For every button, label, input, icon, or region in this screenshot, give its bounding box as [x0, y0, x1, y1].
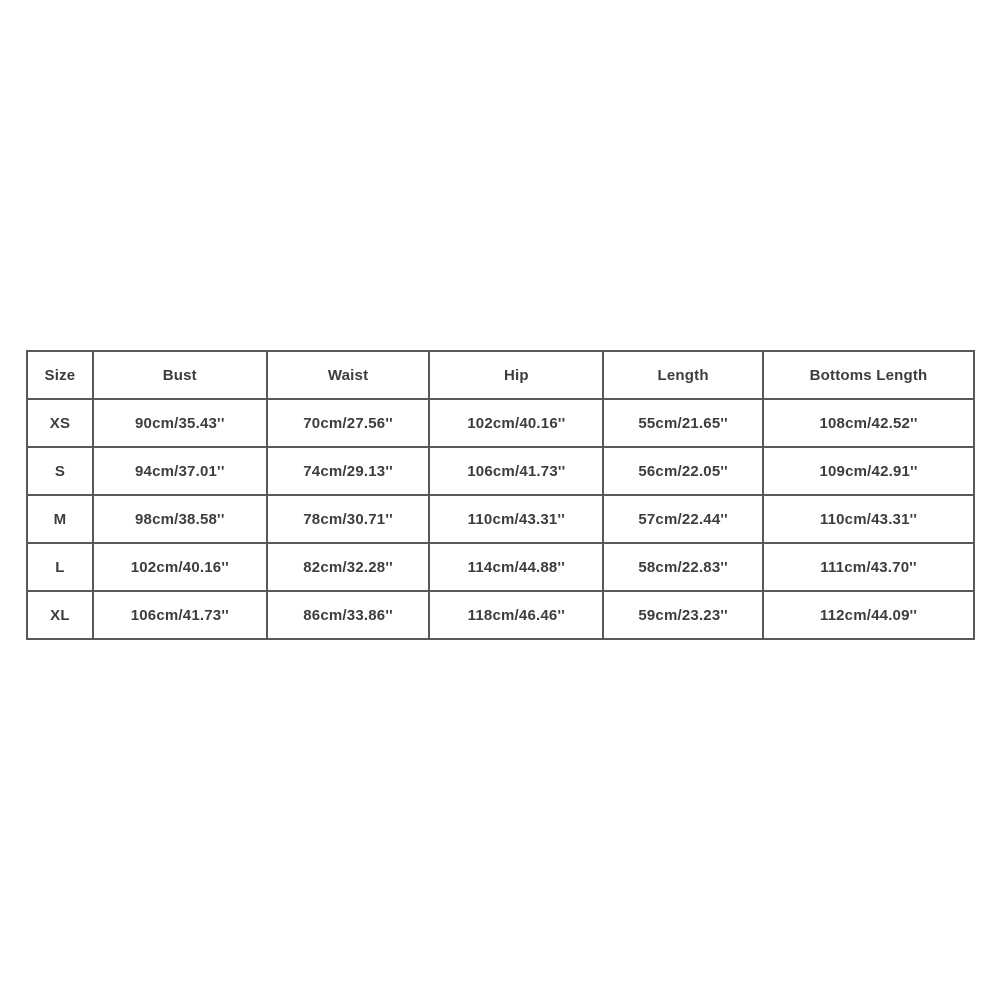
- waist-cell: 70cm/27.56'': [267, 399, 430, 447]
- table-row-xs: [27, 399, 974, 447]
- bottoms-length-cell: 111cm/43.70'': [763, 543, 974, 591]
- column-header-bust: Bust: [93, 351, 267, 399]
- waist-cell: 86cm/33.86'': [267, 591, 430, 639]
- hip-cell: 106cm/41.73'': [429, 447, 603, 495]
- bust-cell: 106cm/41.73'': [93, 591, 267, 639]
- size-cell: S: [27, 447, 93, 495]
- hip-cell: 102cm/40.16'': [429, 399, 603, 447]
- size-cell: M: [27, 495, 93, 543]
- size-cell: XS: [27, 399, 93, 447]
- bust-cell: 90cm/35.43'': [93, 399, 267, 447]
- hip-cell: 114cm/44.88'': [429, 543, 603, 591]
- table-row-xl: [27, 591, 974, 639]
- waist-cell: 74cm/29.13'': [267, 447, 430, 495]
- bottoms-length-cell: 110cm/43.31'': [763, 495, 974, 543]
- length-cell: 59cm/23.23'': [603, 591, 763, 639]
- bust-cell: 94cm/37.01'': [93, 447, 267, 495]
- bust-cell: 98cm/38.58'': [93, 495, 267, 543]
- bottoms-length-cell: 108cm/42.52'': [763, 399, 974, 447]
- length-cell: 55cm/21.65'': [603, 399, 763, 447]
- table-row-s: [27, 447, 974, 495]
- hip-cell: 110cm/43.31'': [429, 495, 603, 543]
- size-cell: XL: [27, 591, 93, 639]
- bottoms-length-cell: 112cm/44.09'': [763, 591, 974, 639]
- column-header-size: Size: [27, 351, 93, 399]
- column-header-hip: Hip: [429, 351, 603, 399]
- length-cell: 56cm/22.05'': [603, 447, 763, 495]
- bust-cell: 102cm/40.16'': [93, 543, 267, 591]
- waist-cell: 82cm/32.28'': [267, 543, 430, 591]
- length-cell: 57cm/22.44'': [603, 495, 763, 543]
- column-header-bottoms-length: Bottoms Length: [763, 351, 974, 399]
- size-cell: L: [27, 543, 93, 591]
- header-row: [27, 351, 974, 399]
- bottoms-length-cell: 109cm/42.91'': [763, 447, 974, 495]
- size-chart-table: [26, 350, 975, 640]
- table-row-m: [27, 495, 974, 543]
- waist-cell: 78cm/30.71'': [267, 495, 430, 543]
- column-header-waist: Waist: [267, 351, 430, 399]
- table-row-l: [27, 543, 974, 591]
- length-cell: 58cm/22.83'': [603, 543, 763, 591]
- hip-cell: 118cm/46.46'': [429, 591, 603, 639]
- column-header-length: Length: [603, 351, 763, 399]
